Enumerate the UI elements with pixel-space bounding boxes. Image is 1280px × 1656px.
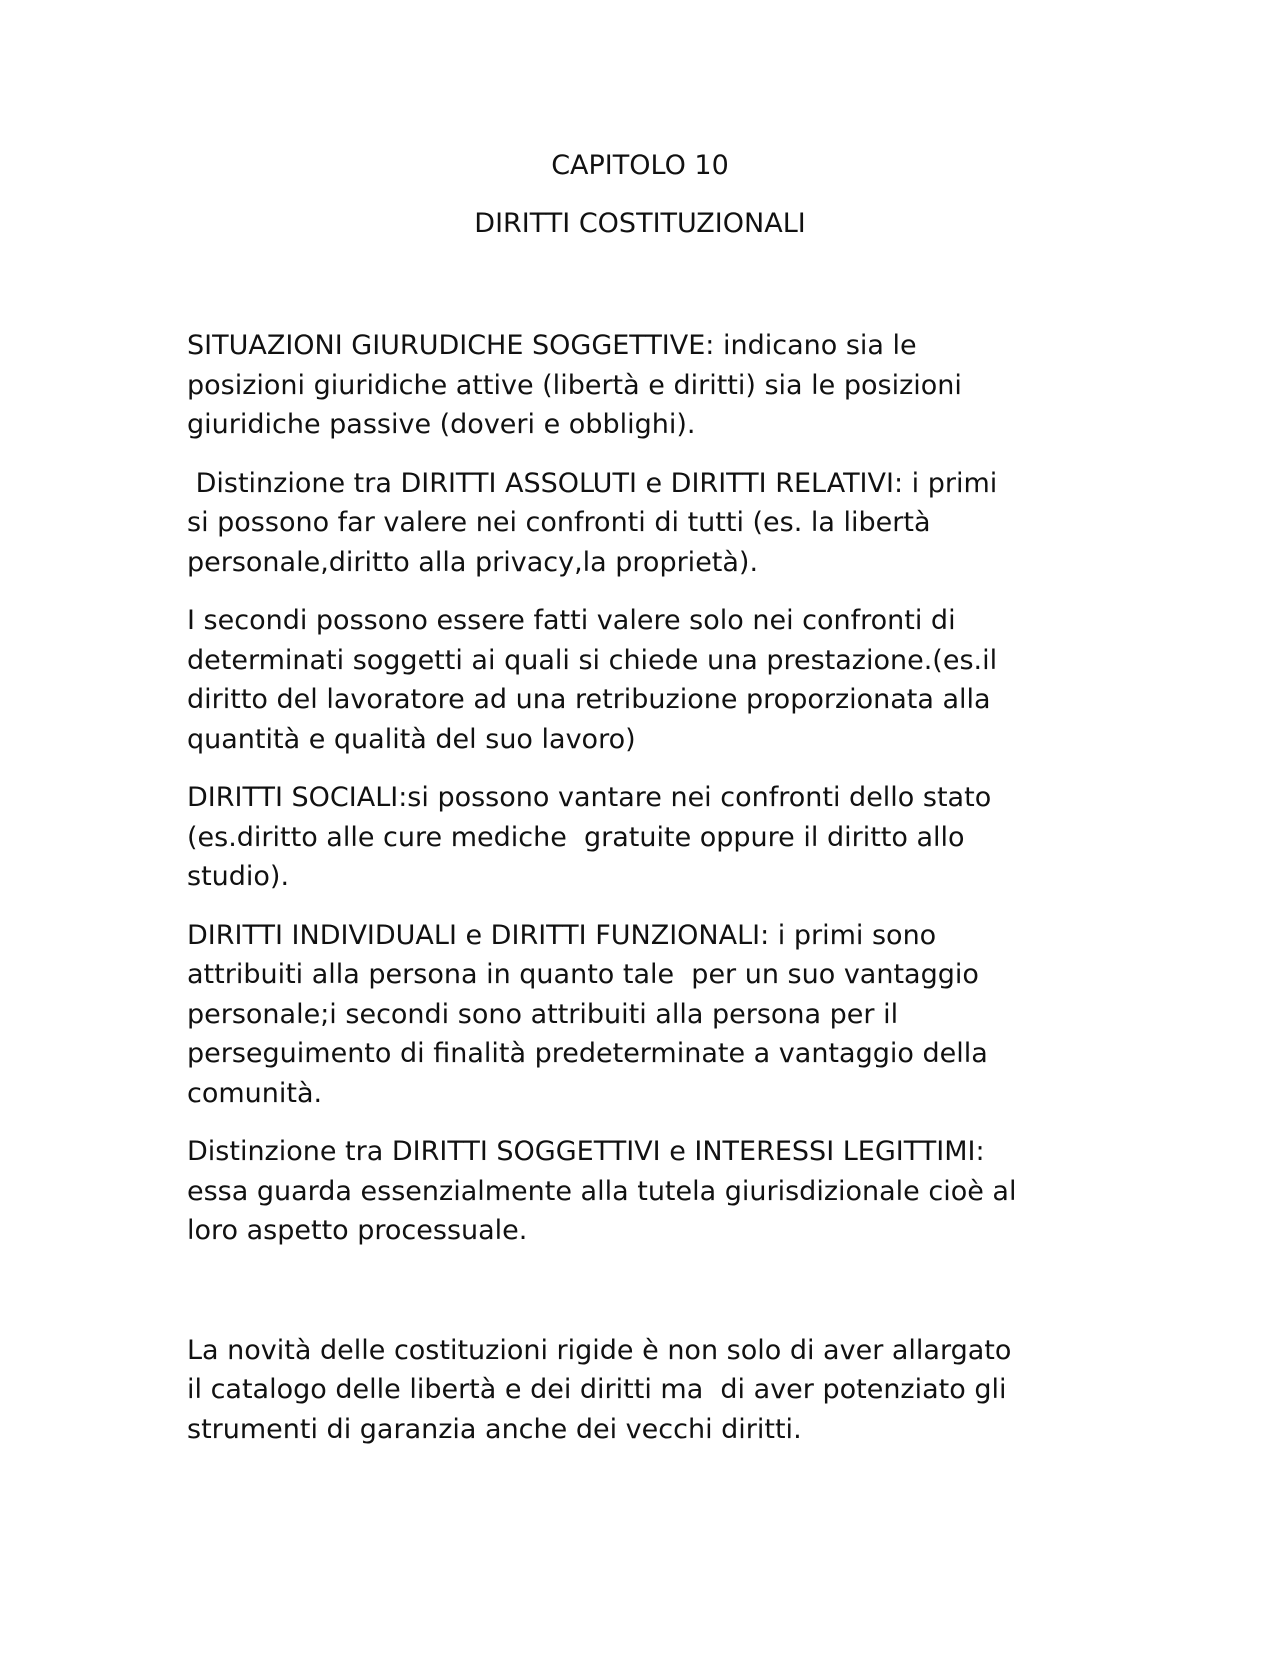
paragraph-line: determinati soggetti ai quali si chiede una prestazione.(es.il [187, 644, 998, 676]
section-title: DIRITTI COSTITUZIONALI [474, 208, 806, 239]
paragraph-line: il catalogo delle libertà e dei diritti ma di aver potenziato gli [187, 1374, 1007, 1405]
paragraph-line: giuridiche passive (doveri e obblighi). [187, 409, 696, 440]
paragraph-line: quantità e qualità del suo lavoro) [187, 723, 636, 755]
paragraph-diritti-relativi [187, 601, 1107, 759]
paragraph-line: (es.diritto alle cure mediche gratuite oppure il diritto allo [187, 821, 965, 853]
paragraph-diritti-assoluti-relativi [187, 464, 1107, 583]
paragraph-line: DIRITTI SOCIALI:si possono vantare nei confronti dello stato [187, 782, 992, 813]
paragraph-line: personale;i secondi sono attribuiti alla persona per il [187, 998, 899, 1030]
paragraph-diritti-soggettivi-interessi [187, 1132, 1107, 1251]
document-body [187, 326, 1107, 1468]
paragraph-line: La novità delle costituzioni rigide è non solo di aver allargato [187, 1334, 1012, 1366]
paragraph-situazioni-giuridiche [187, 326, 1107, 445]
paragraph-diritti-sociali [187, 778, 1107, 897]
paragraph-line: strumenti di garanzia anche dei vecchi diritti. [187, 1413, 802, 1445]
paragraph-spacer [187, 1270, 1107, 1331]
paragraph-line: DIRITTI INDIVIDUALI e DIRITTI FUNZIONALI: i primi sono [187, 919, 937, 951]
chapter-heading: CAPITOLO 10 [551, 150, 729, 181]
paragraph-line: studio). [187, 861, 290, 892]
paragraph-diritti-individuali-funzionali [187, 916, 1107, 1114]
paragraph-costituzioni-rigide [187, 1331, 1107, 1450]
paragraph-line: comunità. [187, 1077, 323, 1109]
paragraph-line: si possono far valere nei confronti di tutti (es. la libertà [187, 507, 931, 538]
paragraph-line: diritto del lavoratore ad una retribuzione proporzionata alla [187, 684, 991, 715]
paragraph-line: I secondi possono essere fatti valere solo nei confronti di [187, 605, 956, 636]
paragraph-line: attribuiti alla persona in quanto tale per un suo vantaggio [187, 959, 979, 990]
paragraph-line: personale,diritto alla privacy,la proprietà). [187, 546, 759, 578]
paragraph-line: perseguimento di finalità predeterminate a vantaggio della [187, 1038, 988, 1069]
paragraph-line: posizioni giuridiche attive (libertà e diritti) sia le posizioni [187, 369, 962, 401]
paragraph-line: Distinzione tra DIRITTI SOGGETTIVI e INTERESSI LEGITTIMI: [187, 1136, 985, 1167]
paragraph-line: Distinzione tra DIRITTI ASSOLUTI e DIRITTI RELATIVI: i primi [187, 467, 998, 499]
paragraph-line: essa guarda essenzialmente alla tutela giurisdizionale cioè al [187, 1175, 1017, 1207]
paragraph-line: loro aspetto processuale. [187, 1215, 528, 1246]
paragraph-line: SITUAZIONI GIURUDICHE SOGGETTIVE: indicano sia le [187, 330, 917, 361]
